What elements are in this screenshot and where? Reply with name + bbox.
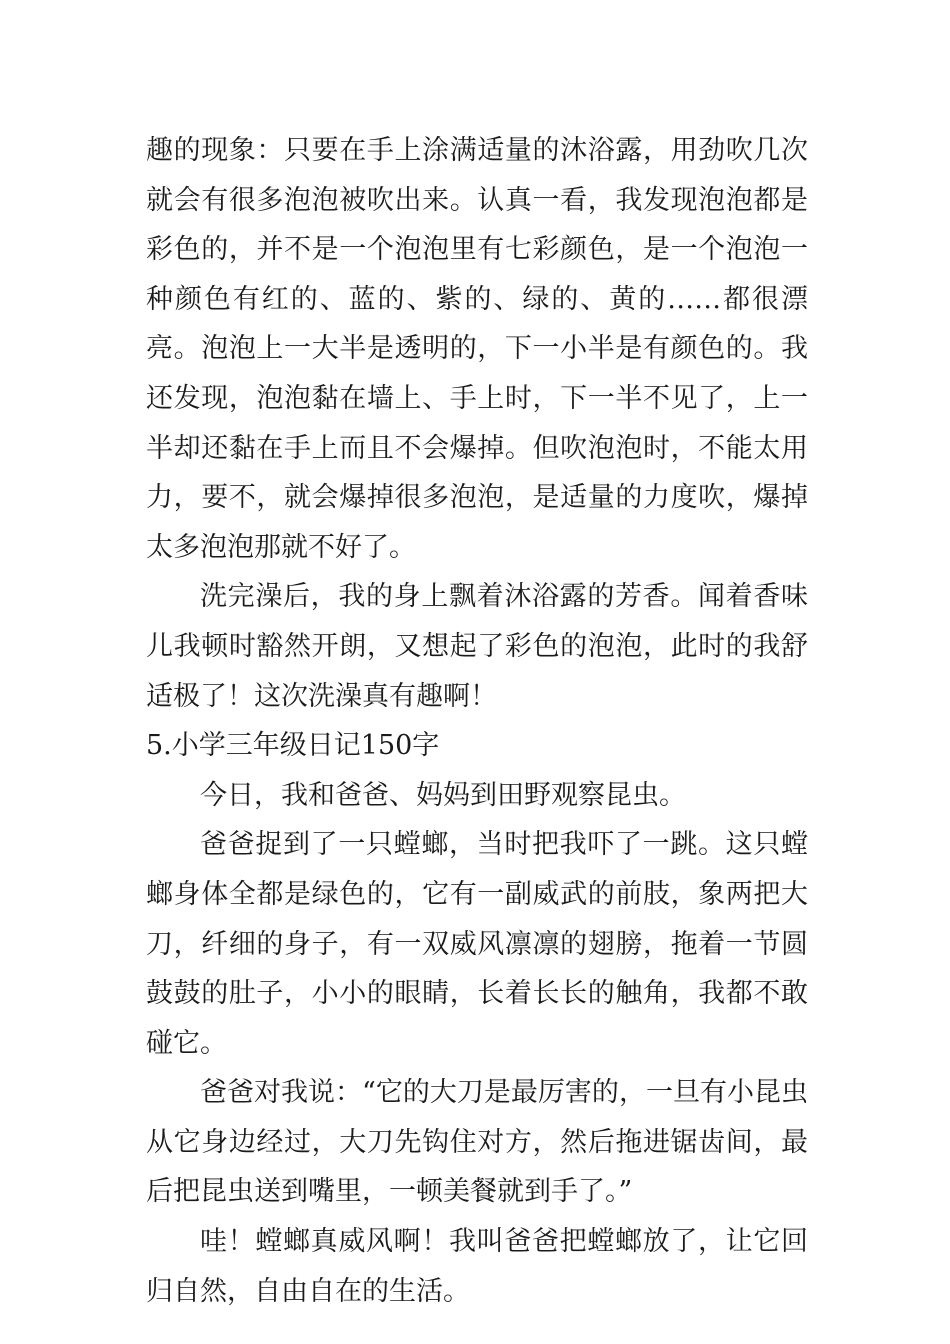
paragraph-bubbles: 趣的现象：只要在手上涂满适量的沐浴露，用劲吹几次就会有很多泡泡被吹出来。认真一看，我发现泡泡都是彩色的，并不是一个泡泡里有七彩颜色，是一个泡泡一种颜色有红的、蓝的、紫的、绿的、黄的……都很漂亮。泡泡上一大半是透明的，下一小半是有颜色的。我还发现，泡泡黏在墙上、手上时，下一半不见了，上一半却还黏在手上而且不会爆掉。但吹泡泡时，不能太用力，要不，就会爆掉很多泡泡，是适量的力度吹，爆掉太多泡泡那就不好了。 <box>146 135 808 563</box>
section-heading: 5.小学三年级日记150字 <box>146 730 440 762</box>
paragraph-father-quote: 爸爸对我说：“它的大刀是最厉害的，一旦有小昆虫从它身边经过，大刀先钩住对方，然后拖进锯齿间，最后把昆虫送到嘴里，一顿美餐就到手了。” <box>146 1077 808 1208</box>
paragraph-mantis-description: 爸爸捉到了一只螳螂，当时把我吓了一跳。这只螳螂身体全都是绿色的，它有一副威武的前肢，象两把大刀，纤细的身子，有一双威风凛凛的翅膀，拖着一节圆鼓鼓的肚子，小小的眼睛，长着长长的触角，我都不敢碰它。 <box>146 829 808 1059</box>
document-body <box>146 126 808 1316</box>
paragraph-release-mantis: 哇！螳螂真威风啊！我叫爸爸把螳螂放了，让它回归自然，自由自在的生活。 <box>146 1226 808 1307</box>
paragraph-field-trip: 今日，我和爸爸、妈妈到田野观察昆虫。 <box>200 779 686 811</box>
paragraph-after-bath: 洗完澡后，我的身上飘着沐浴露的芳香。闻着香味儿我顿时豁然开朗，又想起了彩色的泡泡，此时的我舒适极了！这次洗澡真有趣啊！ <box>146 581 808 712</box>
